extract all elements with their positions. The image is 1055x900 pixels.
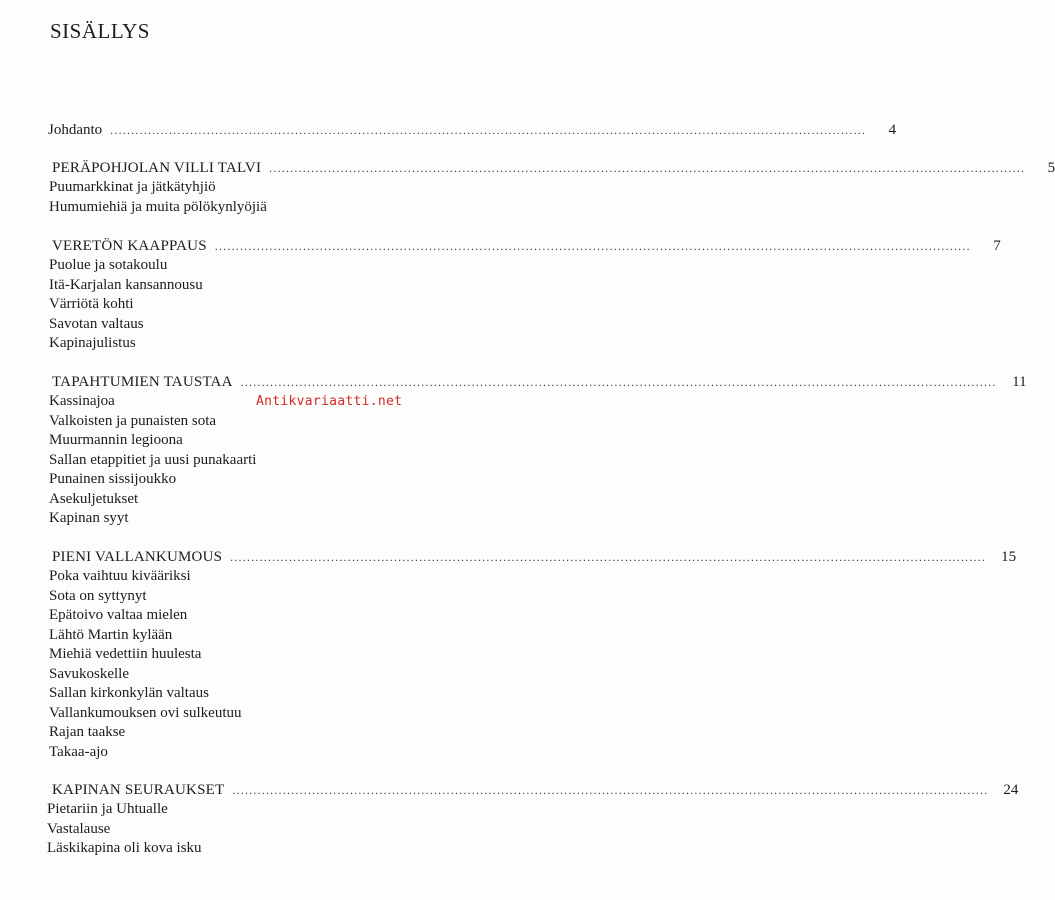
section-item: Kapinajulistus xyxy=(49,335,136,351)
section-item: Sota on syttynyt xyxy=(49,587,147,604)
section-item: Miehiä vedettiin huulesta xyxy=(49,646,202,662)
chapter-3-sections xyxy=(49,392,256,529)
section-item: Puumarkkinat ja jätkätyhjiö xyxy=(49,179,216,195)
toc-chapter-3 xyxy=(48,373,1027,392)
chapter-title: VERETÖN KAAPPAUS xyxy=(52,238,207,254)
chapter-4-sections xyxy=(49,567,241,762)
section-item: Epätoivo valtaa mielen xyxy=(49,607,188,623)
section-item: Läskikapina oli kova isku xyxy=(47,840,202,856)
section-item: Humumiehiä ja muita pölökynlyöjiä xyxy=(49,198,267,215)
toc-page-number: 15 xyxy=(1001,549,1017,565)
toc-chapter-1 xyxy=(48,159,1055,178)
section-item: Puolue ja sotakoulu xyxy=(49,257,168,273)
dot-leader: .................................................................................................................................................................................... xyxy=(214,239,971,253)
toc-page-number: 5 xyxy=(1047,160,1055,176)
section-item: Vallankumouksen ovi sulkeutuu xyxy=(49,704,242,721)
toc-page-number: 24 xyxy=(1003,782,1019,798)
dot-leader: .................................................................................................................................................................................... xyxy=(240,375,997,389)
section-item: Lähtö Martin kylään xyxy=(49,626,173,643)
chapter-title: PIENI VALLANKUMOUS xyxy=(52,549,223,565)
toc-label: Johdanto xyxy=(48,122,103,138)
dot-leader: .................................................................................................................................................................................... xyxy=(269,161,1026,175)
section-item: Valkoisten ja punaisten sota xyxy=(49,412,217,429)
toc-chapter-4 xyxy=(48,548,1017,567)
toc-chapter-2 xyxy=(48,237,1001,256)
section-item: Itä-Karjalan kansannousu xyxy=(49,276,203,293)
toc-page-number: 7 xyxy=(993,238,1001,254)
toc-page-number: 4 xyxy=(888,122,897,138)
watermark: Antikvariaatti.net xyxy=(256,394,403,409)
section-item: Sallan etappitiet ja uusi punakaarti xyxy=(49,451,257,468)
section-item: Värriötä kohti xyxy=(49,296,134,312)
section-item: Kassinajoa xyxy=(49,393,115,409)
section-item: Pietariin ja Uhtualle xyxy=(47,801,168,817)
section-item: Vastalause xyxy=(47,820,111,837)
toc-entry-intro xyxy=(48,121,897,140)
dot-leader: .................................................................................................................................................................................... xyxy=(110,123,867,137)
section-item: Punainen sissijoukko xyxy=(49,471,177,487)
section-item: Muurmannin legioona xyxy=(49,432,183,448)
section-item: Savukoskelle xyxy=(49,665,129,682)
dot-leader: .................................................................................................................................................................................... xyxy=(230,550,987,564)
section-item: Poka vaihtuu kivääriksi xyxy=(49,568,191,584)
section-item: Savotan valtaus xyxy=(49,315,144,332)
chapter-5-sections xyxy=(47,800,202,859)
chapter-2-sections xyxy=(49,256,203,354)
toc-page-number: 11 xyxy=(1012,374,1027,390)
toc-chapter-5 xyxy=(48,781,1019,800)
section-item: Takaa-ajo xyxy=(49,743,108,760)
section-item: Kapinan syyt xyxy=(49,510,129,526)
chapter-title: TAPAHTUMIEN TAUSTAA xyxy=(52,374,233,390)
chapter-title: PERÄPOHJOLAN VILLI TALVI xyxy=(52,160,262,176)
section-item: Asekuljetukset xyxy=(49,490,139,507)
chapter-1-sections xyxy=(49,178,267,217)
section-item: Rajan taakse xyxy=(49,724,126,740)
page-title: SISÄLLYS xyxy=(50,19,150,43)
chapter-title: KAPINAN SEURAUKSET xyxy=(52,782,225,798)
section-item: Sallan kirkonkylän valtaus xyxy=(49,685,209,701)
dot-leader: .................................................................................................................................................................................... xyxy=(232,783,989,797)
